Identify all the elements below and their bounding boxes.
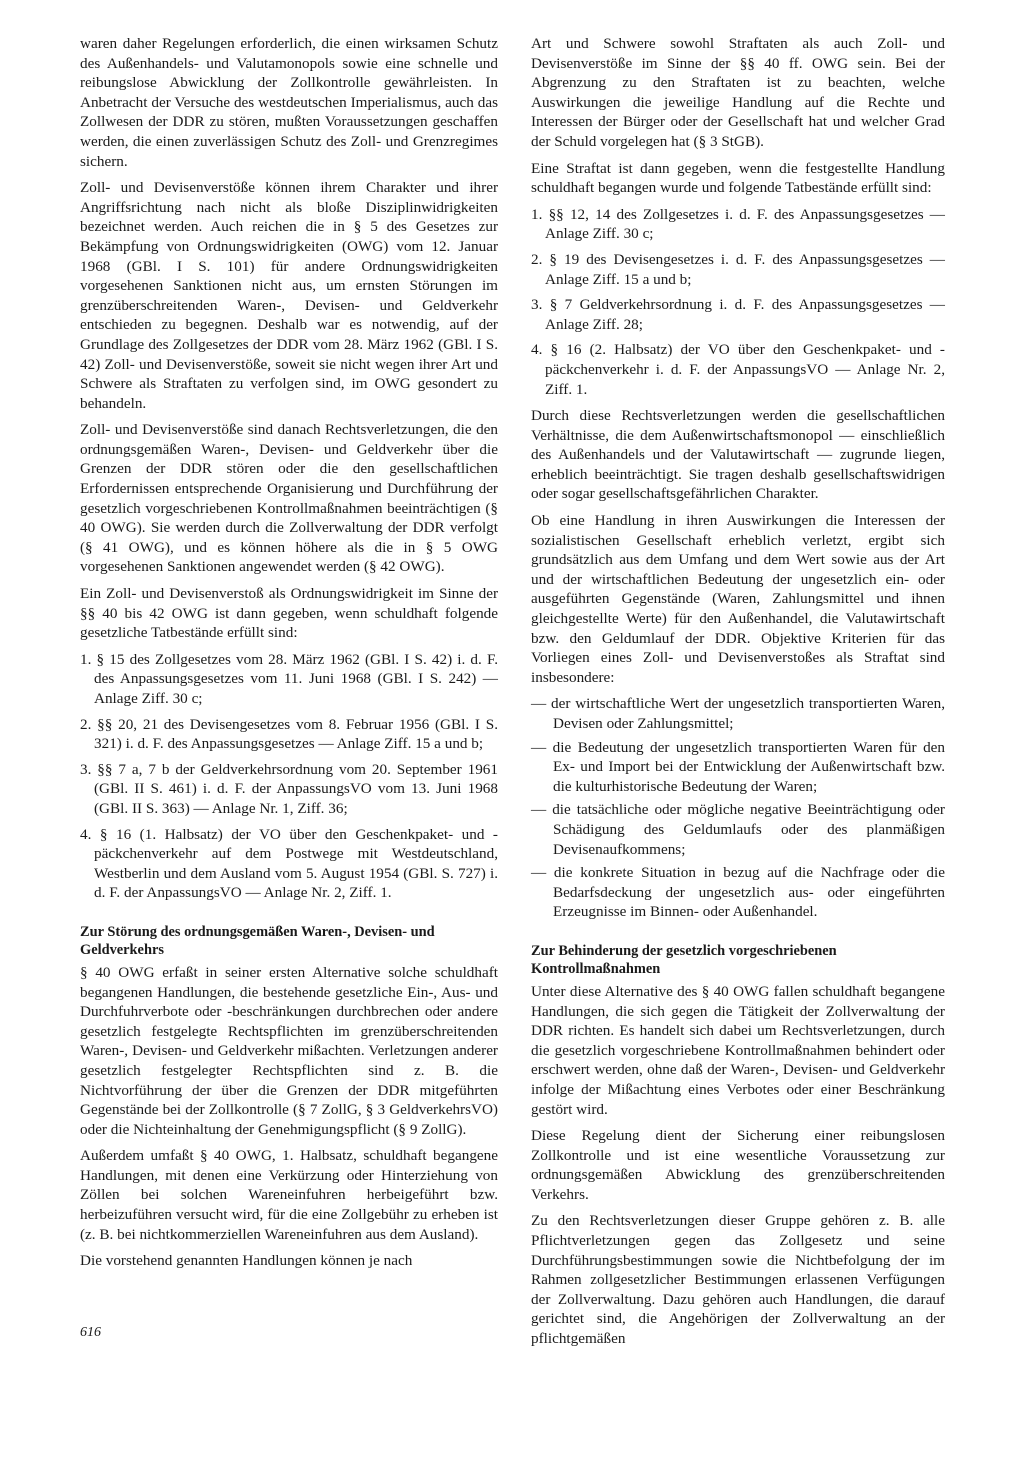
list-item: 4. § 16 (1. Halbsatz) der VO über den Geschenkpaket- und -päckchenverkehr auf dem Postwege mit Westdeutschland, Westberlin und dem Ausland vom 5. August 1954 (GBl. S. 727) i. d. F. der AnpassungsVO — Anlage Nr. 2, Ziff. 1. (80, 825, 498, 902)
list-item: 4. § 16 (2. Halbsatz) der VO über den Geschenkpaket- und -päckchenverkehr i. d. F. der AnpassungsVO — Anlage Nr. 2, Ziff. 1. (531, 341, 945, 398)
right-column (531, 34, 945, 1356)
page-number: 616 (80, 1325, 101, 1340)
paragraph: waren daher Regelungen erforderlich, die einen wirksamen Schutz des Außenhandels- und Valutamonopols sowie eine schnelle und reibungslose Abwicklung der Zollkontrolle gewährleisten. In Anbetracht der Versuche des westdeutschen Imperialismus, auch das Zollwesen der DDR zu stören, mußten Voraussetzungen geschaffen werden, die einen zuverlässigen Schutz des Zoll- und Grenzregimes sichern. (80, 35, 498, 170)
section-heading: Zur Störung des ordnungsgemäßen Waren-, Devisen- und Geldverkehrs (80, 923, 435, 958)
list-item: — die konkrete Situation in bezug auf die Nachfrage oder die Bedarfsdeckung der ungesetzlich aus- oder eingeführten Erzeugnisse im Binnen- oder Außenhandel. (531, 864, 945, 921)
paragraph: Zoll- und Devisenverstöße können ihrem Charakter und ihrer Angriffsrichtung nach nicht als bloße Disziplinwidrigkeiten bezeichnet werden. Auch reichen die in § 5 des Gesetzes zur Bekämpfung von Ordnungswidrigkeiten (OWG) vom 12. Januar 1968 (GBl. I S. 101) für andere Ordnungswidrigkeiten vorgesehenen Sanktionen nicht aus, um ernsten Störungen im grenzüberschreitenden Waren-, Devisen- und Geldverkehr entschieden zu begegnen. Deshalb war es notwendig, auf der Grundlage des Zollgesetzes der DDR vom 28. März 1962 (GBl. I S. 42) Zoll- und Devisenverstöße, soweit sie nicht wegen ihrer Art und Schwere als Straftaten zu verfolgen sind, im OWG gesondert zu behandeln. (80, 179, 498, 412)
list-item: — die Bedeutung der ungesetzlich transportierten Waren für den Ex- und Import bei der Entwicklung der Außenwirtschaft bzw. die kulturhistorische Bedeutung der Waren; (531, 738, 945, 795)
paragraph: § 40 OWG erfaßt in seiner ersten Alternative solche schuldhaft begangenen Handlungen, die bestehende gesetzliche Ein-, Aus- und Durchfuhrverbote oder -beschränkungen durchbrechen oder andere gesetzlich festgelegte Rechtspflichten im grenzüberschreitenden Waren-, Devisen- und Geldverkehr mißachten. Verletzungen anderer gesetzlich festgelegter Rechtspflichten sind z. B. die Nichtvorführung der über die Grenzen der DDR mitgeführten Gegenstände bei der Zollkontrolle (§ 7 ZollG, § 3 GeldverkehrsVO) oder die Nichteinhaltung der Genehmigungspflicht (§ 9 ZollG). (80, 963, 498, 1138)
list-item: 2. § 19 des Devisengesetzes i. d. F. des Anpassungsgesetzes — Anlage Ziff. 15 a und b; (531, 250, 945, 288)
paragraph: Zoll- und Devisenverstöße sind danach Rechtsverletzungen, die den ordnungsgemäßen Waren-, Devisen- und Geldverkehr über die Grenzen der DDR stören oder die den gesellschaftlichen Erfordernissen entsprechende Organisierung und Durchführung der gesetzlich vorgeschriebenen Kontrollmaßnahmen beeinträchtigen (§ 40 OWG). Sie werden durch die Zollverwaltung der DDR verfolgt (§ 41 OWG), und es können höhere als die in § 5 OWG vorgesehenen Sanktionen angewendet werden (§ 42 OWG). (80, 421, 498, 576)
paragraph: Diese Regelung dient der Sicherung einer reibungslosen Zollkontrolle und ist eine wesentliche Voraussetzung zur ordnungsgemäßen Abwicklung des grenzüberschreitenden Verkehrs. (531, 1127, 945, 1203)
left-column (80, 34, 498, 1278)
paragraph: Eine Straftat ist dann gegeben, wenn die festgestellte Handlung schuldhaft begangen wurde und folgende Tatbestände erfüllt sind: (531, 159, 945, 197)
list-item: 3. § 7 Geldverkehrsordnung i. d. F. des Anpassungsgesetzes — Anlage Ziff. 28; (531, 296, 945, 333)
paragraph: Außerdem umfaßt § 40 OWG, 1. Halbsatz, schuldhaft begangene Handlungen, mit denen eine Verkürzung oder Hinterziehung von Zöllen bei solchen Wareneinfuhren herbeigeführt bzw. herbeizuführen versucht wird, für die eine Zollgebühr zu erheben ist (z. B. bei nichtkommerziellen Wareneinfuhren aus dem Ausland). (80, 1147, 498, 1243)
paragraph: Zu den Rechtsverletzungen dieser Gruppe gehören z. B. alle Pflichtverletzungen gegen das Zollgesetz und seine Durchführungsbestimmungen sowie die Nichtbefolgung der im Rahmen zollgesetzlicher Bestimmungen erlassenen Verfügungen der Zollverwaltung. Dazu gehören auch Handlungen, die darauf gerichtet sind, die Angehörigen der Zollverwaltung an der pflichtgemäßen (531, 1212, 945, 1348)
list-item: 1. §§ 12, 14 des Zollgesetzes i. d. F. des Anpassungsgesetzes — Anlage Ziff. 30 c; (531, 205, 945, 243)
list-item: 2. §§ 20, 21 des Devisengesetzes vom 8. Februar 1956 (GBl. I S. 321) i. d. F. des Anpassungsgesetzes — Anlage Ziff. 15 a und b; (80, 715, 498, 753)
paragraph: Die vorstehend genannten Handlungen können je nach (80, 1252, 413, 1270)
paragraph: Ob eine Handlung in ihren Auswirkungen die Interessen der sozialistischen Gesellschaft erheblich verletzt, ergibt sich grundsätzlich aus dem Umfang und dem Wert sowie aus der Art und der wirtschaftlichen Bedeutung der ungesetzlich ein- oder ausgeführten Gegenstände (Waren, Zahlungsmittel und ihnen gleichgestellte Werte) für den Außenhandel, die Valutawirtschaft bzw. den Geldumlauf der DDR. Objektive Kriterien für das Vorliegen eines Zoll- und Devisenverstoßes als Straftat sind insbesondere: (531, 512, 945, 686)
paragraph: Art und Schwere sowohl Straftaten als auch Zoll- und Devisenverstöße im Sinne der §§ 40 ff. OWG sein. Bei der Abgrenzung zu den Straftaten ist zu beachten, welche Auswirkungen die jeweilige Handlung auf die Rechte und Interessen der Bürger oder der Gesellschaft hat und welcher Grad der Schuld vorgelegen hat (§ 3 StGB). (531, 35, 945, 150)
list-item: — die tatsächliche oder mögliche negative Beeinträchtigung oder Schädigung des Geldumlaufs oder des planmäßigen Devisenaufkommens; (531, 801, 945, 858)
paragraph: Unter diese Alternative des § 40 OWG fallen schuldhaft begangene Handlungen, die sich gegen die Tätigkeit der Zollverwaltung der DDR richten. Es handelt sich dabei um Rechtsverletzungen, durch die gesetzlich vorgeschriebene Kontrollmaßnahmen behindert oder erschwert werden, ohne daß der Waren-, Devisen- und Geldverkehr infolge der Mißachtung eines Verbotes oder einer Beschränkung gestört wird. (531, 982, 945, 1118)
paragraph: Ein Zoll- und Devisenverstoß als Ordnungswidrigkeit im Sinne der §§ 40 bis 42 OWG ist dann gegeben, wenn schuldhaft folgende gesetzliche Tatbestände erfüllt sind: (80, 585, 498, 642)
list-item: — der wirtschaftliche Wert der ungesetzlich transportierten Waren, Devisen oder Zahlungsmittel; (531, 695, 945, 732)
dash-list (531, 694, 945, 922)
numbered-list (80, 650, 498, 903)
list-item: 1. § 15 des Zollgesetzes vom 28. März 1962 (GBl. I S. 42) i. d. F. des Anpassungsgesetzes vom 11. Juni 1968 (GBl. I S. 242) — Anlage Ziff. 30 c; (80, 650, 498, 707)
numbered-list (531, 205, 945, 399)
section-heading: Zur Behinderung der gesetzlich vorgeschriebenen Kontrollmaßnahmen (531, 942, 837, 977)
list-item: 3. §§ 7 a, 7 b der Geldverkehrsordnung vom 20. September 1961 (GBl. II S. 461) i. d. F. der AnpassungsVO vom 13. Juni 1968 (GBl. II S. 363) — Anlage Nr. 1, Ziff. 36; (80, 760, 498, 817)
paragraph: Durch diese Rechtsverletzungen werden die gesellschaftlichen Verhältnisse, die dem Außenwirtschaftsmonopol — einschließlich des Außenhandels und der Valutawirtschaft — zugrunde liegen, erheblich beeinträchtigt. Sie tragen deshalb gesellschaftswidrigen oder sogar gesellschaftsgefährlichen Charakter. (531, 407, 945, 503)
